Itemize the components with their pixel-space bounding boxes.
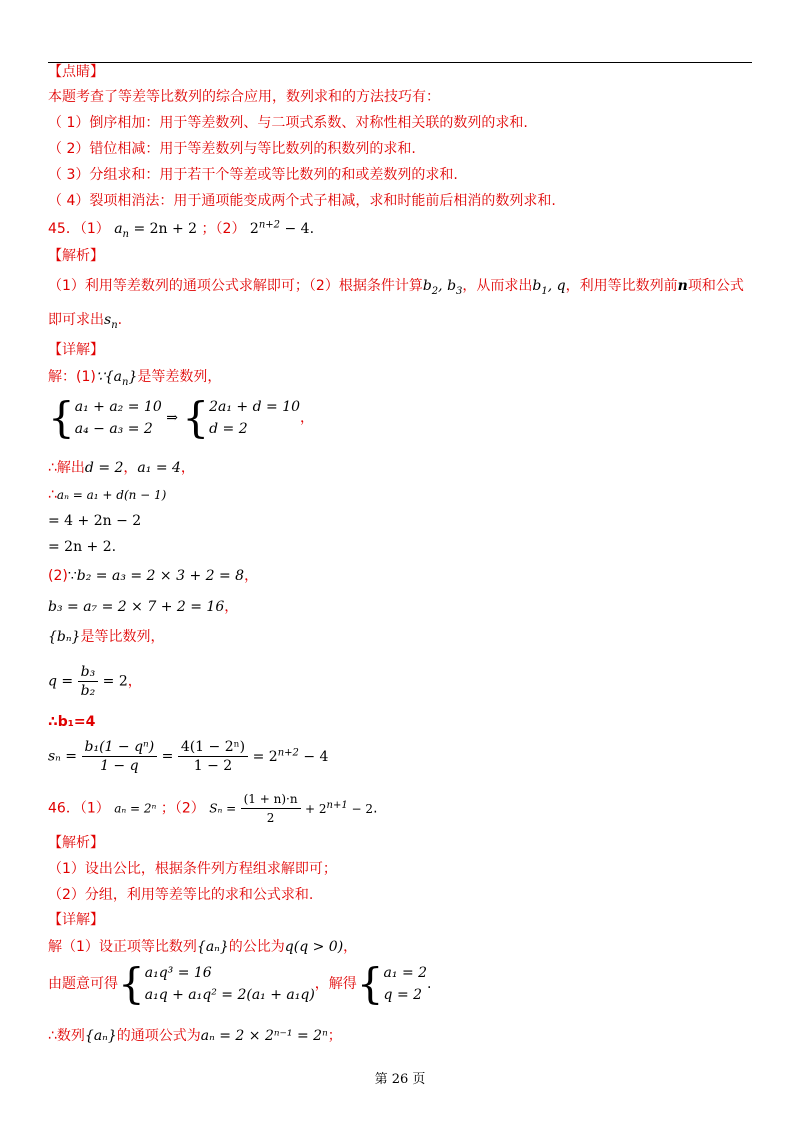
jiexi46-heading: 【解析】 (48, 835, 104, 851)
dianjing-item-1: （ 1）倒序相加：用于等差数列、与二项式系数、对称性相关联的数列的求和. (48, 115, 528, 131)
xiangjie45-b3: b₃ = a₇ = 2 × 7 + 2 = 16， (48, 599, 239, 615)
xiangjie45-bn: {bₙ}是等比数列， (48, 629, 165, 645)
q46-answer: 46．（1） aₙ = 2ⁿ ；（2） Sₙ = $\frac{(1 + n)\cdot n}{2}$ + $2^{n+1} - 2$. (48, 792, 378, 825)
xiangjie45-q: q = $\frac{\text{b₃}}{\text{b₂}}$ = 2， (48, 664, 142, 699)
xiangjie45-heading: 【详解】 (48, 342, 104, 358)
page-number: 第 26 页 (374, 1072, 426, 1087)
xiangjie46-line3: ∴数列{aₙ}的通项公式为aₙ = 2 × 2ⁿ⁻¹ = 2ⁿ； (48, 1028, 342, 1044)
xiangjie45-an-step2: = 4 + 2n − 2 (48, 513, 142, 529)
xiangjie45-system: {a₁ + a₂ = 10 a₄ − a₃ = 2 ⇒ {2a₁ + d = 10 d = 2， (48, 393, 315, 442)
xiangjie46-system: 由题意可得{a₁q³ = 16 a₁q + a₁q² = 2(a₁ + a₁q)，解得{a₁ = 2 q = 2. (48, 959, 432, 1008)
dianjing-item-2: （ 2）错位相减：用于等差数列与等比数列的积数列的求和. (48, 141, 416, 157)
jiexi45-line1: （1）利用等差数列的通项公式求解即可；（2）根据条件计算$b_2$, $b_3$，从而求出$b_1$, q，利用等比数列前n项和公式 (48, 278, 744, 297)
xiangjie45-solve: ∴解出d = 2，a₁ = 4， (48, 460, 195, 476)
xiangjie45-an: ∴aₙ = a₁ + d(n − 1) (48, 487, 167, 503)
xiangjie45-an-step3: = 2n + 2. (48, 539, 117, 555)
xiangjie45-sn: sₙ = $\frac{\text{b₁(1 − qⁿ)}}{1 - q}$ = $\frac{\text{4(1 − 2ⁿ)}}{1 - 2}$ = $2^{n+2} - 4$ (48, 739, 329, 774)
jiexi46-line2: （2）分组，利用等差等比的求和公式求和. (48, 887, 314, 903)
xiangjie45-b2: (2)∵b₂ = a₃ = 2 × 3 + 2 = 8， (48, 568, 259, 584)
dianjing-item-4: （ 4）裂项相消法：用于通项能变成两个式子相减，求和时能前后相消的数列求和. (48, 193, 556, 209)
jiexi46-line1: （1）设出公比，根据条件列方程组求解即可； (48, 861, 337, 877)
jiexi45-heading: 【解析】 (48, 248, 104, 264)
xiangjie46-line1: 解（1）设正项等比数列{aₙ}的公比为q(q > 0)， (48, 939, 358, 955)
xiangjie45-intro: 解：$(1)\because\{a_n\}$是等差数列， (48, 369, 222, 388)
xiangjie45-b1: ∴b₁=4 (48, 714, 96, 730)
jiexi45-line2: 即可求出$s_n$. (48, 312, 123, 331)
dianjing-heading: 【点睛】 (48, 64, 104, 80)
top-rule (48, 62, 752, 63)
xiangjie46-heading: 【详解】 (48, 912, 104, 928)
dianjing-item-3: （ 3）分组求和：用于若干个等差或等比数列的和或差数列的求和. (48, 167, 458, 183)
q45-answer: 45．（1） $a_n = 2n + 2$ ；（2） $2^{n+2} - 4$. (48, 219, 315, 240)
dianjing-intro: 本题考查了等差等比数列的综合应用，数列求和的方法技巧有： (48, 89, 440, 105)
